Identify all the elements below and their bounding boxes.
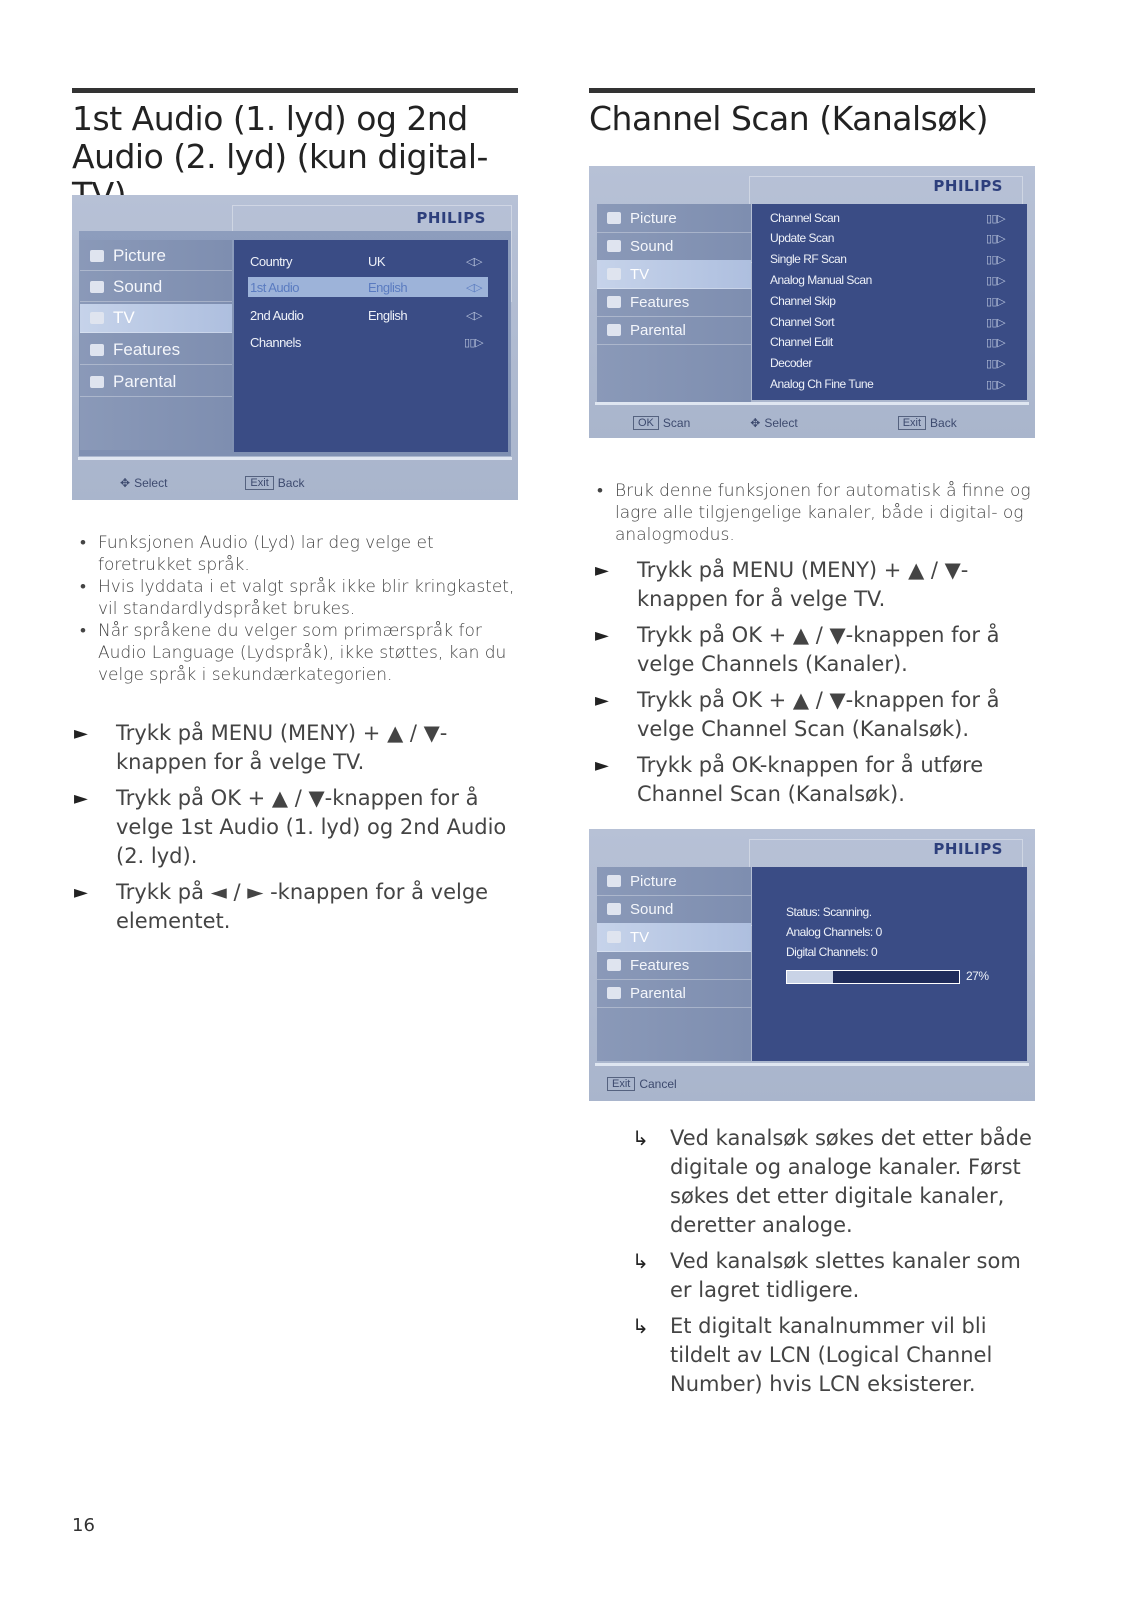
exit-key: Exit	[607, 1077, 635, 1091]
right-heading: Channel Scan (Kanalsøk)	[589, 99, 989, 138]
submenu-arrow-icon: ▯▯▷	[986, 212, 1006, 225]
menu-item-features[interactable]: Features	[597, 288, 751, 317]
step-item: ► Trykk på OK + ▲ / ▼-knappen for å velge Channel Scan (Kanalsøk).	[595, 688, 1000, 741]
submenu-arrow-icon: ▯▯▷	[986, 357, 1006, 370]
ok-key: OK	[633, 416, 659, 430]
result-arrow-icon: ↳	[632, 1249, 649, 1273]
tv-icon	[90, 312, 104, 324]
gear-icon	[607, 959, 621, 971]
row-2nd-audio[interactable]: 2nd Audio English ◁▷	[250, 307, 482, 323]
step-item: ► Trykk på OK + ▲ / ▼-knappen for å velge 1st Audio (1. lyd) og 2nd Audio (2. lyd).	[74, 786, 507, 868]
osd-left-menu	[597, 867, 751, 1061]
row-decoder[interactable]: Decoder ▯▯▷	[770, 356, 1006, 370]
lock-icon	[607, 987, 621, 999]
result-arrow-icon: ↳	[632, 1126, 649, 1150]
menu-item-tv[interactable]: TV	[80, 304, 232, 333]
menu-item-picture[interactable]: Picture	[597, 204, 751, 233]
left-steps	[68, 719, 523, 943]
row-channels[interactable]: Channels ▯▯▷	[250, 334, 484, 350]
submenu-arrow-icon: ▯▯▷	[986, 274, 1006, 287]
picture-icon	[90, 250, 104, 262]
scanning-osd-screenshot	[589, 829, 1035, 1101]
submenu-arrow-icon: ▯▯▷	[986, 295, 1006, 308]
left-heading-rule	[72, 88, 518, 93]
play-arrow-icon: ►	[595, 755, 609, 776]
scan-status-text: Status: Scanning.	[786, 905, 872, 919]
menu-item-features[interactable]: Features	[597, 951, 751, 980]
play-arrow-icon: ►	[74, 788, 88, 809]
menu-item-parental[interactable]: Parental	[597, 979, 751, 1008]
left-right-arrow-icon: ◁▷	[466, 281, 482, 294]
navigate-icon: ✥	[750, 416, 761, 430]
play-arrow-icon: ►	[74, 723, 88, 744]
left-bullets	[72, 532, 522, 686]
osd-settings-panel	[234, 240, 508, 452]
digital-channels-count: Digital Channels: 0	[786, 945, 878, 959]
osd-bottom-bar: ✥ Select Exit Back	[120, 476, 305, 490]
osd-channels-panel	[752, 204, 1027, 400]
osd-left-menu	[80, 240, 232, 450]
menu-item-tv[interactable]: TV	[597, 260, 751, 289]
menu-item-parental[interactable]: Parental	[80, 368, 232, 397]
play-arrow-icon: ►	[595, 625, 609, 646]
philips-logo: PHILIPS	[933, 177, 1003, 195]
row-update-scan[interactable]: Update Scan ▯▯▷	[770, 231, 1006, 245]
row-analog-manual-scan[interactable]: Analog Manual Scan ▯▯▷	[770, 273, 1006, 287]
play-arrow-icon: ►	[595, 560, 609, 581]
list-item: • Funksjonen Audio (Lyd) lar deg velge et foretrukket språk.	[72, 532, 522, 576]
result-item: ↳ Et digitalt kanalnummer vil bli tildelt av LCN (Logical Channel Number) hvis LCN eksisterer.	[632, 1314, 993, 1396]
submenu-arrow-icon: ▯▯▷	[986, 253, 1006, 266]
row-channel-scan[interactable]: Channel Scan ▯▯▷	[770, 211, 1006, 225]
right-heading-rule	[589, 88, 1035, 93]
left-right-arrow-icon: ◁▷	[466, 255, 482, 268]
menu-item-features[interactable]: Features	[80, 336, 232, 365]
lock-icon	[90, 376, 104, 388]
list-item: • Når språkene du velger som primærspråk for Audio Language (Lydspråk), ikke støttes, kan du velge språk i sekundærkategorien.	[72, 620, 522, 686]
osd-scan-status-panel	[752, 867, 1027, 1061]
submenu-arrow-icon: ▯▯▷	[986, 378, 1006, 391]
submenu-arrow-icon: ▯▯▷	[986, 232, 1006, 245]
navigate-icon: ✥	[120, 476, 131, 490]
speaker-icon	[90, 281, 104, 293]
tv-icon	[607, 931, 621, 943]
exit-key: Exit	[898, 416, 926, 430]
osd-bottom-bar: Exit Cancel	[607, 1075, 907, 1093]
list-item: • Hvis lyddata i et valgt språk ikke blir kringkastet, vil standardlydspråket brukes.	[72, 576, 522, 620]
scan-progress-label: 27%	[966, 969, 989, 983]
gear-icon	[607, 296, 621, 308]
osd-bottom-bar: OK Scan ✥ Select Exit Back	[633, 414, 1023, 432]
philips-logo: PHILIPS	[416, 209, 486, 227]
menu-item-picture[interactable]: Picture	[597, 867, 751, 896]
left-heading: 1st Audio (1. lyd) og 2nd Audio (2. lyd) (kun digital-	[72, 99, 488, 176]
right-results	[628, 1124, 1033, 1406]
tv-icon	[607, 268, 621, 280]
lock-icon	[607, 324, 621, 336]
step-item: ► Trykk på ◄ / ► -knappen for å velge elementet.	[74, 880, 489, 933]
philips-logo: PHILIPS	[933, 840, 1003, 858]
result-item: ↳ Ved kanalsøk søkes det etter både digitale og analoge kanaler. Først søkes det etter digitale kanaler, deretter analoge.	[632, 1126, 1032, 1237]
submenu-arrow-icon: ▯▯▷	[986, 336, 1006, 349]
audio-osd-screenshot	[72, 195, 518, 500]
step-item: ► Trykk på OK-knappen for å utføre Channel Scan (Kanalsøk).	[595, 753, 984, 806]
menu-item-tv[interactable]: TV	[597, 923, 751, 952]
menu-item-sound[interactable]: Sound	[597, 232, 751, 261]
channel-scan-osd-screenshot	[589, 166, 1035, 438]
step-item: ► Trykk på MENU (MENY) + ▲ / ▼-knappen for å velge TV.	[74, 721, 448, 774]
list-item: • Bruk denne funksjonen for automatisk å finne og lagre alle tilgjengelige kanaler, både i digital- og analogmodus.	[589, 480, 1039, 546]
row-country[interactable]: Country UK ◁▷	[250, 253, 482, 269]
right-intro-bullet	[589, 480, 1039, 546]
play-arrow-icon: ►	[74, 882, 88, 903]
row-1st-audio[interactable]: 1st Audio English ◁▷	[248, 277, 488, 297]
right-steps	[589, 556, 1035, 816]
step-item: ► Trykk på MENU (MENY) + ▲ / ▼-knappen for å velge TV.	[595, 558, 969, 611]
picture-icon	[607, 212, 621, 224]
speaker-icon	[607, 240, 621, 252]
step-item: ► Trykk på OK + ▲ / ▼-knappen for å velge Channels (Kanaler).	[595, 623, 1000, 676]
page-number: 16	[72, 1515, 95, 1536]
menu-item-sound[interactable]: Sound	[80, 273, 232, 302]
result-item: ↳ Ved kanalsøk slettes kanaler som er lagret tidligere.	[632, 1249, 1021, 1302]
menu-item-picture[interactable]: Picture	[80, 242, 232, 271]
menu-item-sound[interactable]: Sound	[597, 895, 751, 924]
menu-item-parental[interactable]: Parental	[597, 316, 751, 345]
analog-channels-count: Analog Channels: 0	[786, 925, 882, 939]
scan-progress-bar	[786, 970, 960, 984]
row-analog-ch-fine-tune[interactable]: Analog Ch Fine Tune ▯▯▷	[770, 377, 1006, 391]
result-arrow-icon: ↳	[632, 1314, 649, 1338]
osd-left-menu	[597, 204, 751, 402]
gear-icon	[90, 344, 104, 356]
exit-key: Exit	[245, 476, 273, 490]
scan-progress-fill	[787, 971, 833, 983]
submenu-arrow-icon: ▯▯▷	[464, 336, 484, 349]
submenu-arrow-icon: ▯▯▷	[986, 316, 1006, 329]
row-channel-edit[interactable]: Channel Edit ▯▯▷	[770, 335, 1006, 349]
row-single-rf-scan[interactable]: Single RF Scan ▯▯▷	[770, 252, 1006, 266]
play-arrow-icon: ►	[595, 690, 609, 711]
left-right-arrow-icon: ◁▷	[466, 309, 482, 322]
row-channel-skip[interactable]: Channel Skip ▯▯▷	[770, 294, 1006, 308]
row-channel-sort[interactable]: Channel Sort ▯▯▷	[770, 315, 1006, 329]
speaker-icon	[607, 903, 621, 915]
picture-icon	[607, 875, 621, 887]
